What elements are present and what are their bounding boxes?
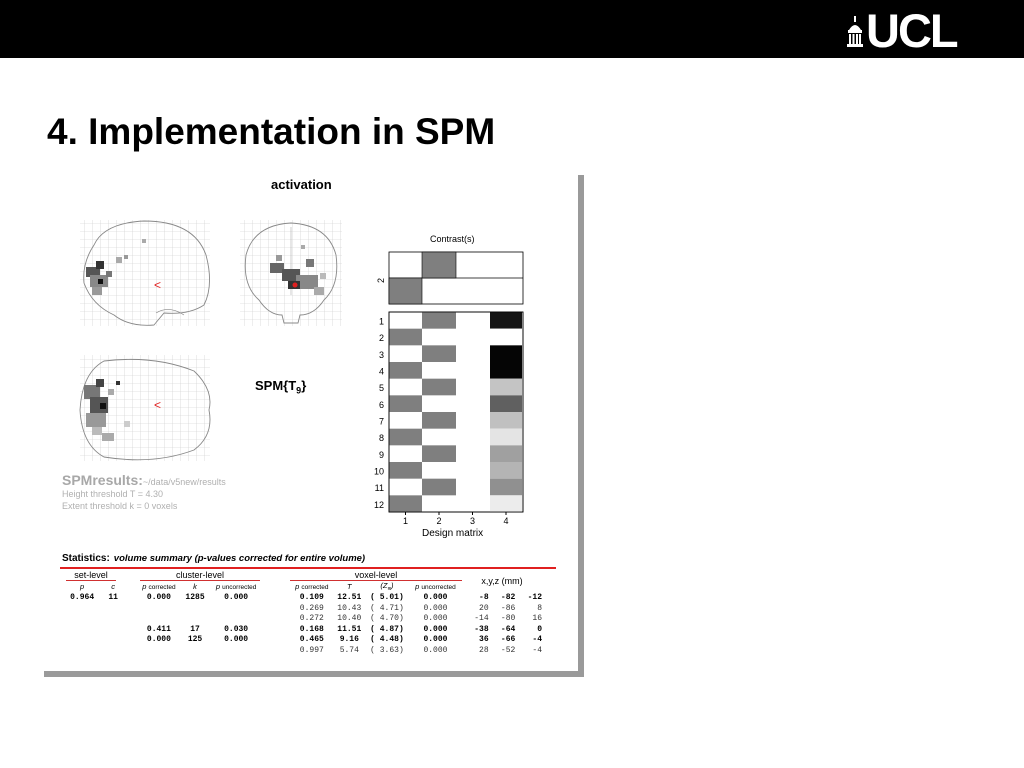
cluster-level-header: cluster-level bbox=[140, 570, 260, 581]
cell-c bbox=[104, 645, 122, 656]
cell-z: -4 bbox=[532, 635, 542, 645]
cell-p bbox=[60, 614, 104, 625]
spacer-cell bbox=[264, 624, 290, 635]
height-threshold: Height threshold T = 4.30 bbox=[62, 489, 163, 499]
cell-cp: 0.411 bbox=[146, 624, 171, 634]
cell-z: 16 bbox=[532, 614, 542, 624]
table-row bbox=[60, 614, 542, 625]
dm-cell bbox=[490, 362, 522, 379]
extent-threshold: Extent threshold k = 0 voxels bbox=[62, 501, 178, 511]
cell-vp: 0.109 bbox=[299, 593, 324, 603]
dm-cell bbox=[490, 395, 522, 412]
table-row bbox=[60, 645, 542, 656]
cell-k bbox=[182, 603, 208, 614]
dm-row-label: 6 bbox=[378, 399, 384, 410]
dm-cell bbox=[422, 479, 456, 496]
dm-row-label: 8 bbox=[378, 433, 384, 444]
spacer-cell bbox=[122, 614, 136, 625]
cell-z: 0 bbox=[537, 624, 542, 634]
cell-k: 17 bbox=[190, 624, 200, 634]
dm-row-label: 2 bbox=[378, 333, 384, 344]
cell-k bbox=[182, 645, 208, 656]
group-header-row bbox=[60, 570, 542, 581]
dm-row-label: 12 bbox=[373, 499, 384, 510]
dm-col-label: 1 bbox=[402, 516, 409, 526]
col-c: c bbox=[111, 582, 116, 592]
spacer-cell bbox=[122, 603, 136, 614]
col-k: k bbox=[193, 582, 197, 592]
cell-cp bbox=[136, 603, 182, 614]
cell-z: -4 bbox=[532, 645, 542, 655]
cell-Z: ( 4.71) bbox=[370, 603, 404, 613]
cell-vu: 0.000 bbox=[423, 624, 448, 634]
glass-brain-coronal bbox=[240, 220, 342, 326]
contrast-number: 2 bbox=[376, 277, 386, 283]
cell-c bbox=[104, 635, 122, 646]
cell-Z: ( 5.01) bbox=[370, 593, 404, 603]
cell-vu: 0.000 bbox=[423, 645, 448, 655]
dm-cell bbox=[389, 329, 422, 346]
design-matrix bbox=[374, 312, 523, 526]
cell-p bbox=[60, 603, 104, 614]
design-matrix-label: Design matrix bbox=[422, 528, 484, 539]
voxel-level-header: voxel-level bbox=[290, 570, 462, 581]
table-row bbox=[60, 603, 542, 614]
dm-cell bbox=[389, 429, 422, 446]
dm-row-label: 4 bbox=[378, 366, 384, 377]
spm-results-info bbox=[62, 474, 226, 512]
cell-c: 11 bbox=[108, 593, 118, 603]
cell-vp: 0.465 bbox=[299, 635, 324, 645]
dm-row-label: 9 bbox=[378, 449, 384, 460]
spacer-cell bbox=[122, 593, 136, 604]
ucl-dome-icon bbox=[846, 16, 864, 50]
cell-vp: 0.272 bbox=[299, 614, 324, 624]
cell-y: -80 bbox=[500, 614, 516, 624]
cell-cp: 0.000 bbox=[146, 593, 171, 603]
set-level-header: set-level bbox=[66, 570, 116, 581]
cell-vp: 0.269 bbox=[299, 603, 324, 613]
cell-y: -52 bbox=[500, 645, 516, 655]
cell-cu: 0.000 bbox=[224, 635, 249, 645]
table-row bbox=[60, 624, 542, 635]
cell-p: 0.964 bbox=[70, 593, 95, 603]
header-bar bbox=[0, 0, 1024, 58]
cell-cp bbox=[136, 645, 182, 656]
cell-vu: 0.000 bbox=[423, 635, 448, 645]
dm-cell bbox=[490, 495, 522, 512]
cell-k: 1285 bbox=[185, 593, 205, 603]
dm-cell bbox=[490, 445, 522, 462]
dm-cell bbox=[490, 345, 522, 362]
cell-c bbox=[104, 624, 122, 635]
cell-y: -66 bbox=[500, 635, 516, 645]
cell-T: 11.51 bbox=[337, 624, 362, 634]
spacer-cell bbox=[264, 635, 290, 646]
cell-k bbox=[182, 614, 208, 625]
dm-cell bbox=[490, 312, 522, 329]
slide-title: 4. Implementation in SPM bbox=[47, 111, 496, 152]
svg-text:<: < bbox=[154, 398, 162, 412]
dm-cell bbox=[422, 379, 456, 396]
dm-row-label: 1 bbox=[378, 316, 384, 327]
cell-x: 28 bbox=[479, 645, 489, 655]
cell-T: 9.16 bbox=[339, 635, 359, 645]
glass-brain-sagittal bbox=[80, 220, 210, 326]
dm-cell bbox=[490, 462, 522, 479]
table-row bbox=[60, 635, 542, 646]
cell-cu: 0.000 bbox=[224, 593, 249, 603]
dm-cell bbox=[389, 495, 422, 512]
cell-k: 125 bbox=[187, 635, 203, 645]
spacer-cell bbox=[122, 624, 136, 635]
cell-z: 8 bbox=[537, 603, 542, 613]
dm-cell bbox=[422, 445, 456, 462]
cell-c bbox=[104, 614, 122, 625]
spmresults-title: SPMresults: bbox=[62, 472, 143, 488]
glass-brain-axial bbox=[80, 355, 210, 461]
cell-x: -14 bbox=[474, 614, 489, 624]
dm-cell bbox=[490, 479, 522, 496]
cell-Z: ( 4.87) bbox=[370, 624, 404, 634]
col-Z: $(Z_\equiv)$ bbox=[380, 581, 394, 593]
cell-cp bbox=[136, 614, 182, 625]
dm-cell bbox=[389, 462, 422, 479]
result-rows bbox=[60, 593, 542, 656]
spacer-cell bbox=[264, 593, 290, 604]
dm-cell bbox=[389, 362, 422, 379]
col-voxel-p-corrected: p corrected bbox=[295, 582, 329, 592]
cell-y: -64 bbox=[500, 624, 516, 634]
spacer-cell bbox=[264, 645, 290, 656]
cell-p bbox=[60, 635, 104, 646]
cell-c bbox=[104, 603, 122, 614]
dm-row-label: 7 bbox=[378, 416, 384, 427]
dm-row-label: 11 bbox=[374, 483, 384, 494]
spmresults-path: ~/data/v5new/results bbox=[142, 477, 226, 487]
results-table bbox=[60, 570, 542, 656]
col-p-corrected: p corrected bbox=[142, 582, 176, 592]
cell-p bbox=[60, 645, 104, 656]
ucl-logo: UCL bbox=[866, 4, 957, 57]
cell-cp: 0.000 bbox=[146, 635, 171, 645]
cell-vu: 0.000 bbox=[423, 614, 448, 624]
cell-vp: 0.168 bbox=[299, 624, 324, 634]
dm-col-label: 2 bbox=[436, 516, 442, 526]
red-divider bbox=[60, 567, 556, 569]
cell-T: 12.51 bbox=[337, 593, 362, 603]
col-voxel-p-uncorrected: p uncorrected bbox=[415, 582, 456, 592]
spacer-cell bbox=[264, 603, 290, 614]
statistics-heading: Statistics: volume summary (p-values corrected for entire volume) bbox=[62, 553, 366, 564]
col-p: p bbox=[80, 582, 85, 592]
cell-T: 5.74 bbox=[339, 645, 359, 655]
spm-results-figure bbox=[44, 175, 584, 677]
cell-Z: ( 3.63) bbox=[370, 645, 404, 655]
cell-cu: 0.030 bbox=[224, 624, 249, 634]
cell-Z: ( 4.70) bbox=[370, 614, 404, 624]
activation-label: activation bbox=[271, 177, 332, 192]
cell-p bbox=[60, 624, 104, 635]
dm-cell bbox=[389, 395, 422, 412]
dm-row-label: 3 bbox=[378, 349, 384, 360]
xyz-header: x,y,z (mm) bbox=[481, 576, 523, 587]
cell-Z: ( 4.48) bbox=[370, 635, 404, 645]
dm-cell bbox=[422, 412, 456, 429]
cell-T: 10.43 bbox=[337, 603, 362, 613]
col-T: T bbox=[347, 582, 352, 592]
dm-cell bbox=[422, 345, 456, 362]
svg-text:<: < bbox=[154, 278, 162, 292]
dm-col-label: 4 bbox=[503, 516, 509, 526]
cell-cu bbox=[208, 603, 264, 614]
cell-vp: 0.997 bbox=[299, 645, 324, 655]
contrast-label: Contrast(s) bbox=[430, 234, 475, 244]
cell-cu bbox=[208, 614, 264, 625]
dm-cell bbox=[490, 412, 522, 429]
cell-x: 36 bbox=[479, 635, 489, 645]
dm-cell bbox=[490, 429, 522, 446]
col-p-uncorrected: p uncorrected bbox=[215, 582, 257, 592]
cell-vu: 0.000 bbox=[423, 593, 448, 603]
contrast-plot bbox=[376, 252, 523, 304]
spacer-cell bbox=[264, 614, 290, 625]
cell-x: 20 bbox=[479, 603, 489, 613]
dm-row-label: 10 bbox=[373, 466, 384, 477]
spacer-cell bbox=[122, 635, 136, 646]
cell-z: -12 bbox=[527, 593, 542, 603]
cell-T: 10.40 bbox=[337, 614, 362, 624]
cell-y: -86 bbox=[500, 603, 516, 613]
dm-cell bbox=[490, 329, 522, 346]
table-row bbox=[60, 593, 542, 604]
cell-y: -82 bbox=[500, 593, 516, 603]
dm-row-label: 5 bbox=[378, 383, 384, 394]
spacer-cell bbox=[122, 645, 136, 656]
cell-x: -8 bbox=[479, 593, 489, 603]
dm-cell bbox=[490, 379, 522, 396]
cell-vu: 0.000 bbox=[423, 603, 448, 613]
dm-cell bbox=[422, 312, 456, 329]
cell-cu bbox=[208, 645, 264, 656]
dm-col-label: 3 bbox=[469, 516, 476, 526]
spm-statistic-label: $SPM\{T_9\}$ bbox=[255, 378, 307, 396]
cell-x: -38 bbox=[474, 624, 489, 634]
